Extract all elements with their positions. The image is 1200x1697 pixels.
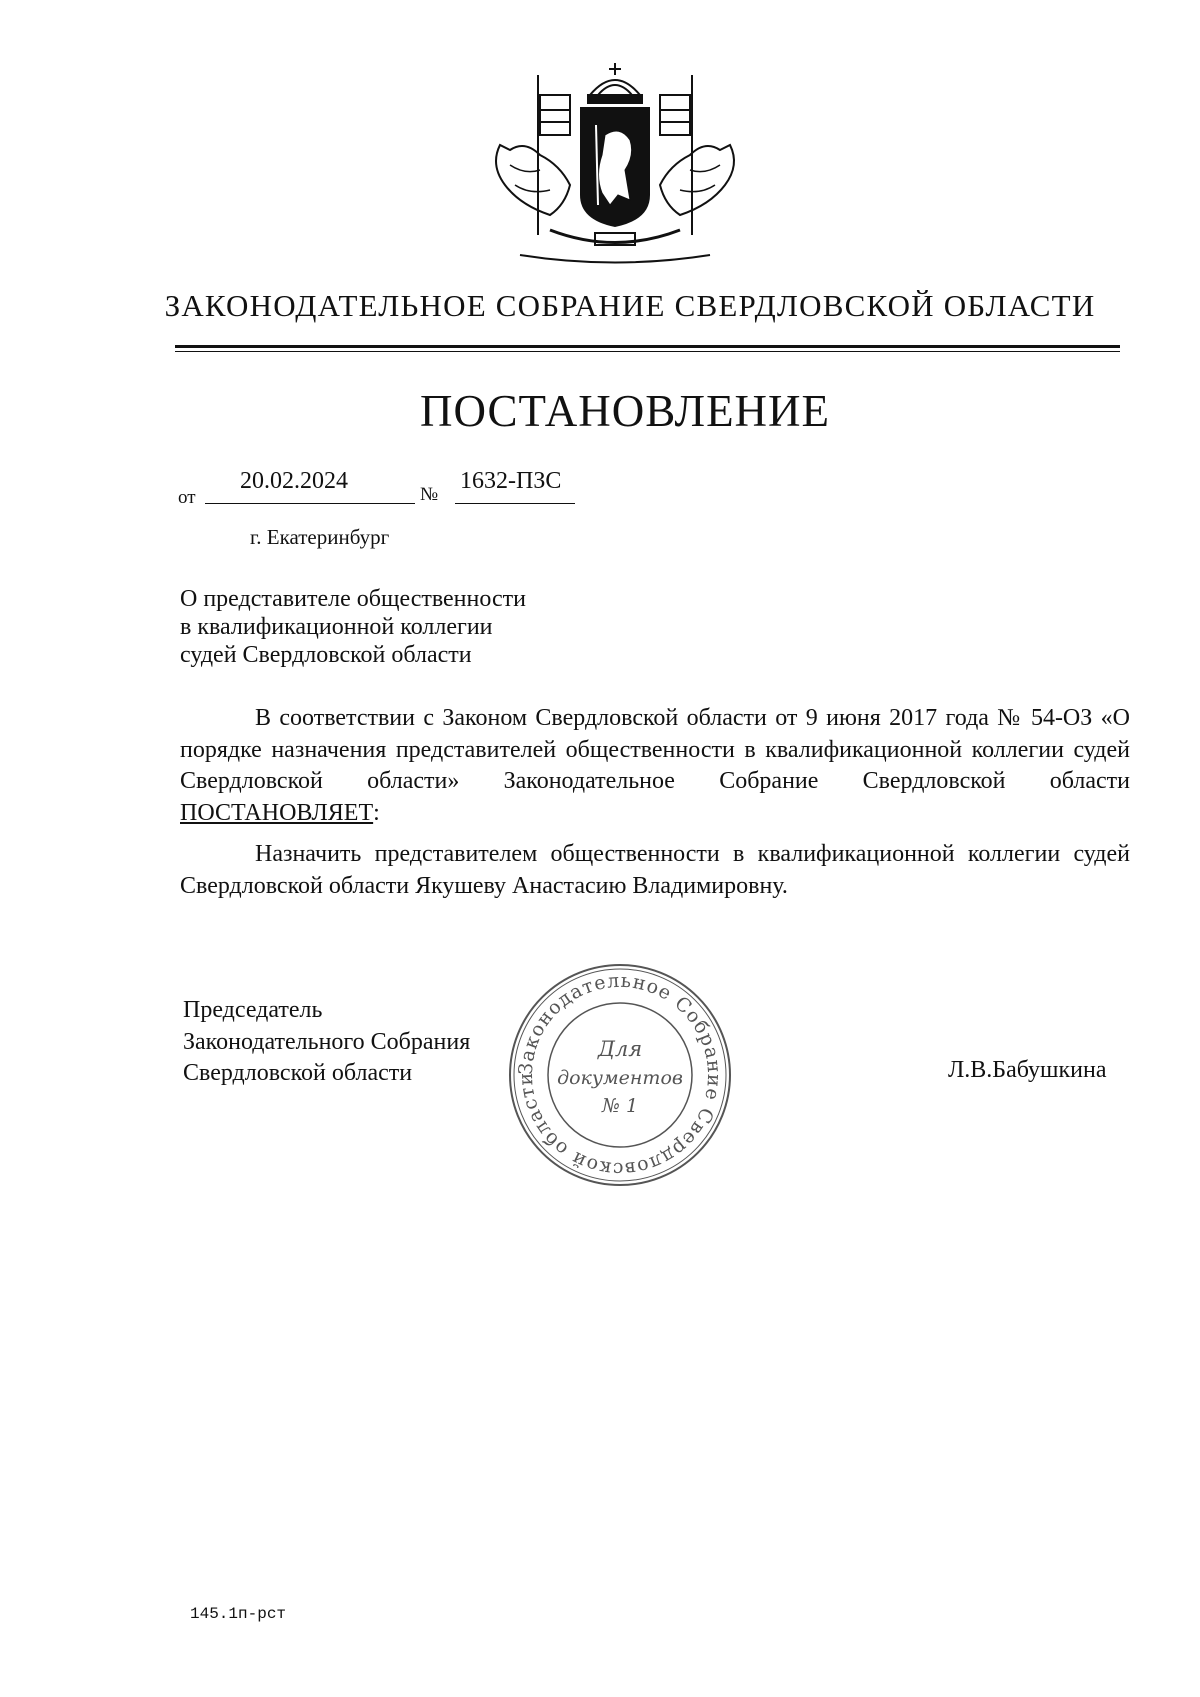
stamp-center-line: № 1	[601, 1095, 639, 1117]
position-line: Законодательного Собрания	[183, 1028, 471, 1055]
footer-code: 145.1п-рст	[190, 1605, 287, 1623]
signatory-name: Л.В.Бабушкина	[948, 1057, 1107, 1083]
right-sable-icon	[660, 145, 734, 215]
subject-line: судей Свердловской области	[180, 642, 472, 668]
signatory-position	[183, 995, 470, 1090]
organization-title: ЗАКОНОДАТЕЛЬНОЕ СОБРАНИЕ СВЕРДЛОВСКОЙ ОБЛАСТИ	[164, 288, 1096, 323]
number-underline	[455, 503, 575, 504]
number-label: №	[420, 484, 439, 505]
paragraph-end: :	[373, 799, 380, 826]
document-number: 1632-ПЗС	[460, 468, 562, 494]
left-sable-icon	[496, 145, 570, 215]
city: г. Екатеринбург	[250, 525, 390, 549]
date-underline	[205, 503, 415, 504]
stamp-center-line: документов	[557, 1067, 683, 1089]
official-stamp	[505, 960, 735, 1190]
document-subject	[180, 585, 526, 669]
coat-of-arms-emblem	[480, 55, 750, 270]
resolves-keyword: ПОСТАНОВЛЯЕТ	[180, 799, 374, 826]
stamp-center-line: Для	[597, 1037, 643, 1061]
subject-line: О представителе общественности	[180, 586, 526, 612]
date-label: от	[178, 487, 196, 508]
stamp-ring-text: Законодательное Собрание Свердловской области	[514, 969, 726, 1181]
position-line: Председатель	[183, 997, 323, 1023]
subject-line: в квалификационной коллегии	[180, 614, 493, 640]
document-type-heading: ПОСТАНОВЛЕНИЕ	[419, 386, 831, 436]
body-paragraph: Назначить представителем общественности в квалификационной коллегии судей Свердловской области Якушеву Анастасию Владимировну.	[180, 841, 1130, 899]
document-body	[180, 703, 1130, 912]
position-line: Свердловской области	[183, 1060, 413, 1086]
crown-icon	[588, 63, 642, 103]
body-paragraph	[180, 703, 1130, 829]
document-date: 20.02.2024	[240, 468, 348, 494]
header-rule-thin	[175, 351, 1120, 352]
header-rule-thick	[175, 345, 1120, 348]
paragraph-text: В соответствии с Законом Свердловской области от 9 июня 2017 года № 54-ОЗ «О порядке назначения представителей общественности в квалификационной коллегии судей Свердловской области» Законодательное Собрание Свердловской области	[180, 705, 1130, 794]
